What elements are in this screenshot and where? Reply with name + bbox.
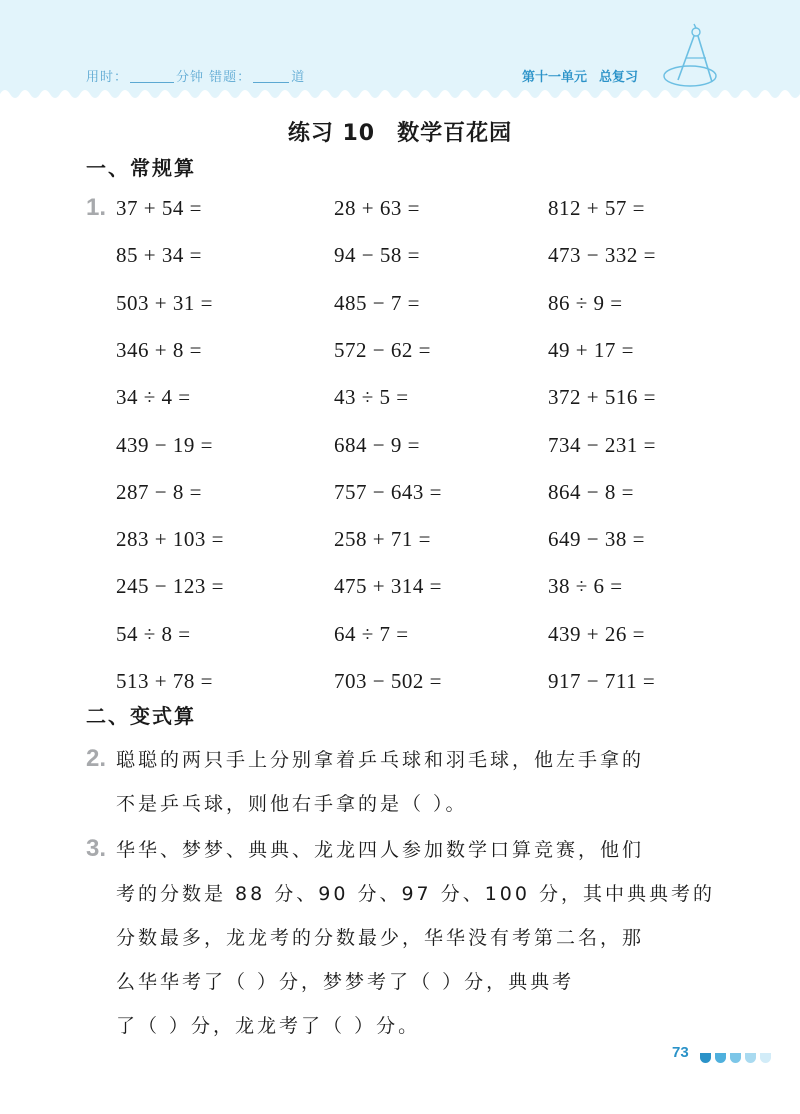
question-3-line-2: 考的分数是 88 分、90 分、97 分、100 分，其中典典考的	[116, 883, 715, 905]
calculation-item: 684 − 9 =	[334, 433, 420, 457]
calculation-item: 94 − 58 =	[334, 243, 420, 267]
decor-dot	[730, 1053, 741, 1063]
calculation-item: 28 + 63 =	[334, 196, 420, 220]
calculation-item: 757 − 643 =	[334, 480, 442, 504]
decor-dot	[700, 1053, 711, 1063]
calculation-item: 64 ÷ 7 =	[334, 622, 409, 646]
section-heading-variant: 二、变式算	[86, 704, 196, 728]
calculation-item: 439 − 19 =	[116, 433, 213, 457]
unit-topic: 总复习	[599, 70, 639, 85]
calculation-item: 43 ÷ 5 =	[334, 385, 409, 409]
calculation-item: 473 − 332 =	[548, 243, 656, 267]
unit-heading	[522, 66, 638, 85]
calculation-item: 54 ÷ 8 =	[116, 622, 191, 646]
question-number-2: 2.	[86, 745, 107, 772]
page-decoration-dots	[700, 1048, 775, 1067]
decor-dot	[760, 1053, 771, 1063]
question-2-line-1: 聪聪的两只手上分别拿着乒乓球和羽毛球，他左手拿的	[116, 749, 645, 771]
question-3-line-5: 了（ ）分，龙龙考了（ ）分。	[116, 1015, 421, 1037]
calculation-item: 864 − 8 =	[548, 480, 634, 504]
calculation-item: 34 ÷ 4 =	[116, 385, 191, 409]
question-3-line-3: 分数最多，龙龙考的分数最少，华华没有考第二名，那	[116, 927, 645, 949]
calculation-item: 287 − 8 =	[116, 480, 202, 504]
calculation-item: 917 − 711 =	[548, 669, 656, 693]
question-3-line-1: 华华、梦梦、典典、龙龙四人参加数学口算竞赛，他们	[116, 839, 645, 861]
calculation-item: 38 ÷ 6 =	[548, 574, 623, 598]
compass-icon	[660, 22, 732, 92]
page-number: 73	[672, 1044, 689, 1061]
calculation-item: 439 + 26 =	[548, 622, 645, 646]
question-number-1: 1.	[86, 194, 107, 221]
page-header	[0, 0, 800, 104]
calculation-item: 346 + 8 =	[116, 338, 202, 362]
calculation-item: 703 − 502 =	[334, 669, 442, 693]
calculation-item: 372 + 516 =	[548, 385, 656, 409]
calculation-item: 86 ÷ 9 =	[548, 291, 623, 315]
calculation-item: 258 + 71 =	[334, 527, 431, 551]
calculation-item: 283 + 103 =	[116, 527, 224, 551]
calculation-item: 85 + 34 =	[116, 243, 202, 267]
calculation-item: 475 + 314 =	[334, 574, 442, 598]
question-number-3: 3.	[86, 835, 107, 862]
calculation-item: 485 − 7 =	[334, 291, 420, 315]
exercise-number: 练习 10	[287, 121, 376, 146]
calculation-item: 37 + 54 =	[116, 196, 202, 220]
calculation-item: 503 + 31 =	[116, 291, 213, 315]
time-blank[interactable]	[130, 69, 174, 83]
question-3-line-4: 么华华考了（ ）分，梦梦考了（ ）分，典典考	[116, 971, 575, 993]
unit-label: 第十一单元	[522, 70, 588, 85]
time-label: 用时：	[86, 70, 129, 85]
errors-blank[interactable]	[253, 69, 289, 83]
calculation-item: 734 − 231 =	[548, 433, 656, 457]
decor-dot	[715, 1053, 726, 1063]
calculation-item: 572 − 62 =	[334, 338, 431, 362]
calculation-item: 812 + 57 =	[548, 196, 645, 220]
calculation-item: 513 + 78 =	[116, 669, 213, 693]
errors-unit: 道	[291, 70, 306, 85]
time-unit: 分钟	[176, 70, 205, 85]
calculation-item: 245 − 123 =	[116, 574, 224, 598]
errors-label: 错题：	[209, 70, 252, 85]
decor-dot	[745, 1053, 756, 1063]
question-2-line-2: 不是乒乓球，则他右手拿的是（ ）。	[116, 793, 468, 815]
calculation-item: 649 − 38 =	[548, 527, 645, 551]
page-title	[0, 116, 800, 147]
exercise-topic: 数学百花园	[397, 121, 513, 146]
section-heading-routine: 一、常规算	[86, 156, 196, 180]
time-error-record	[86, 66, 305, 85]
calculation-item: 49 + 17 =	[548, 338, 634, 362]
